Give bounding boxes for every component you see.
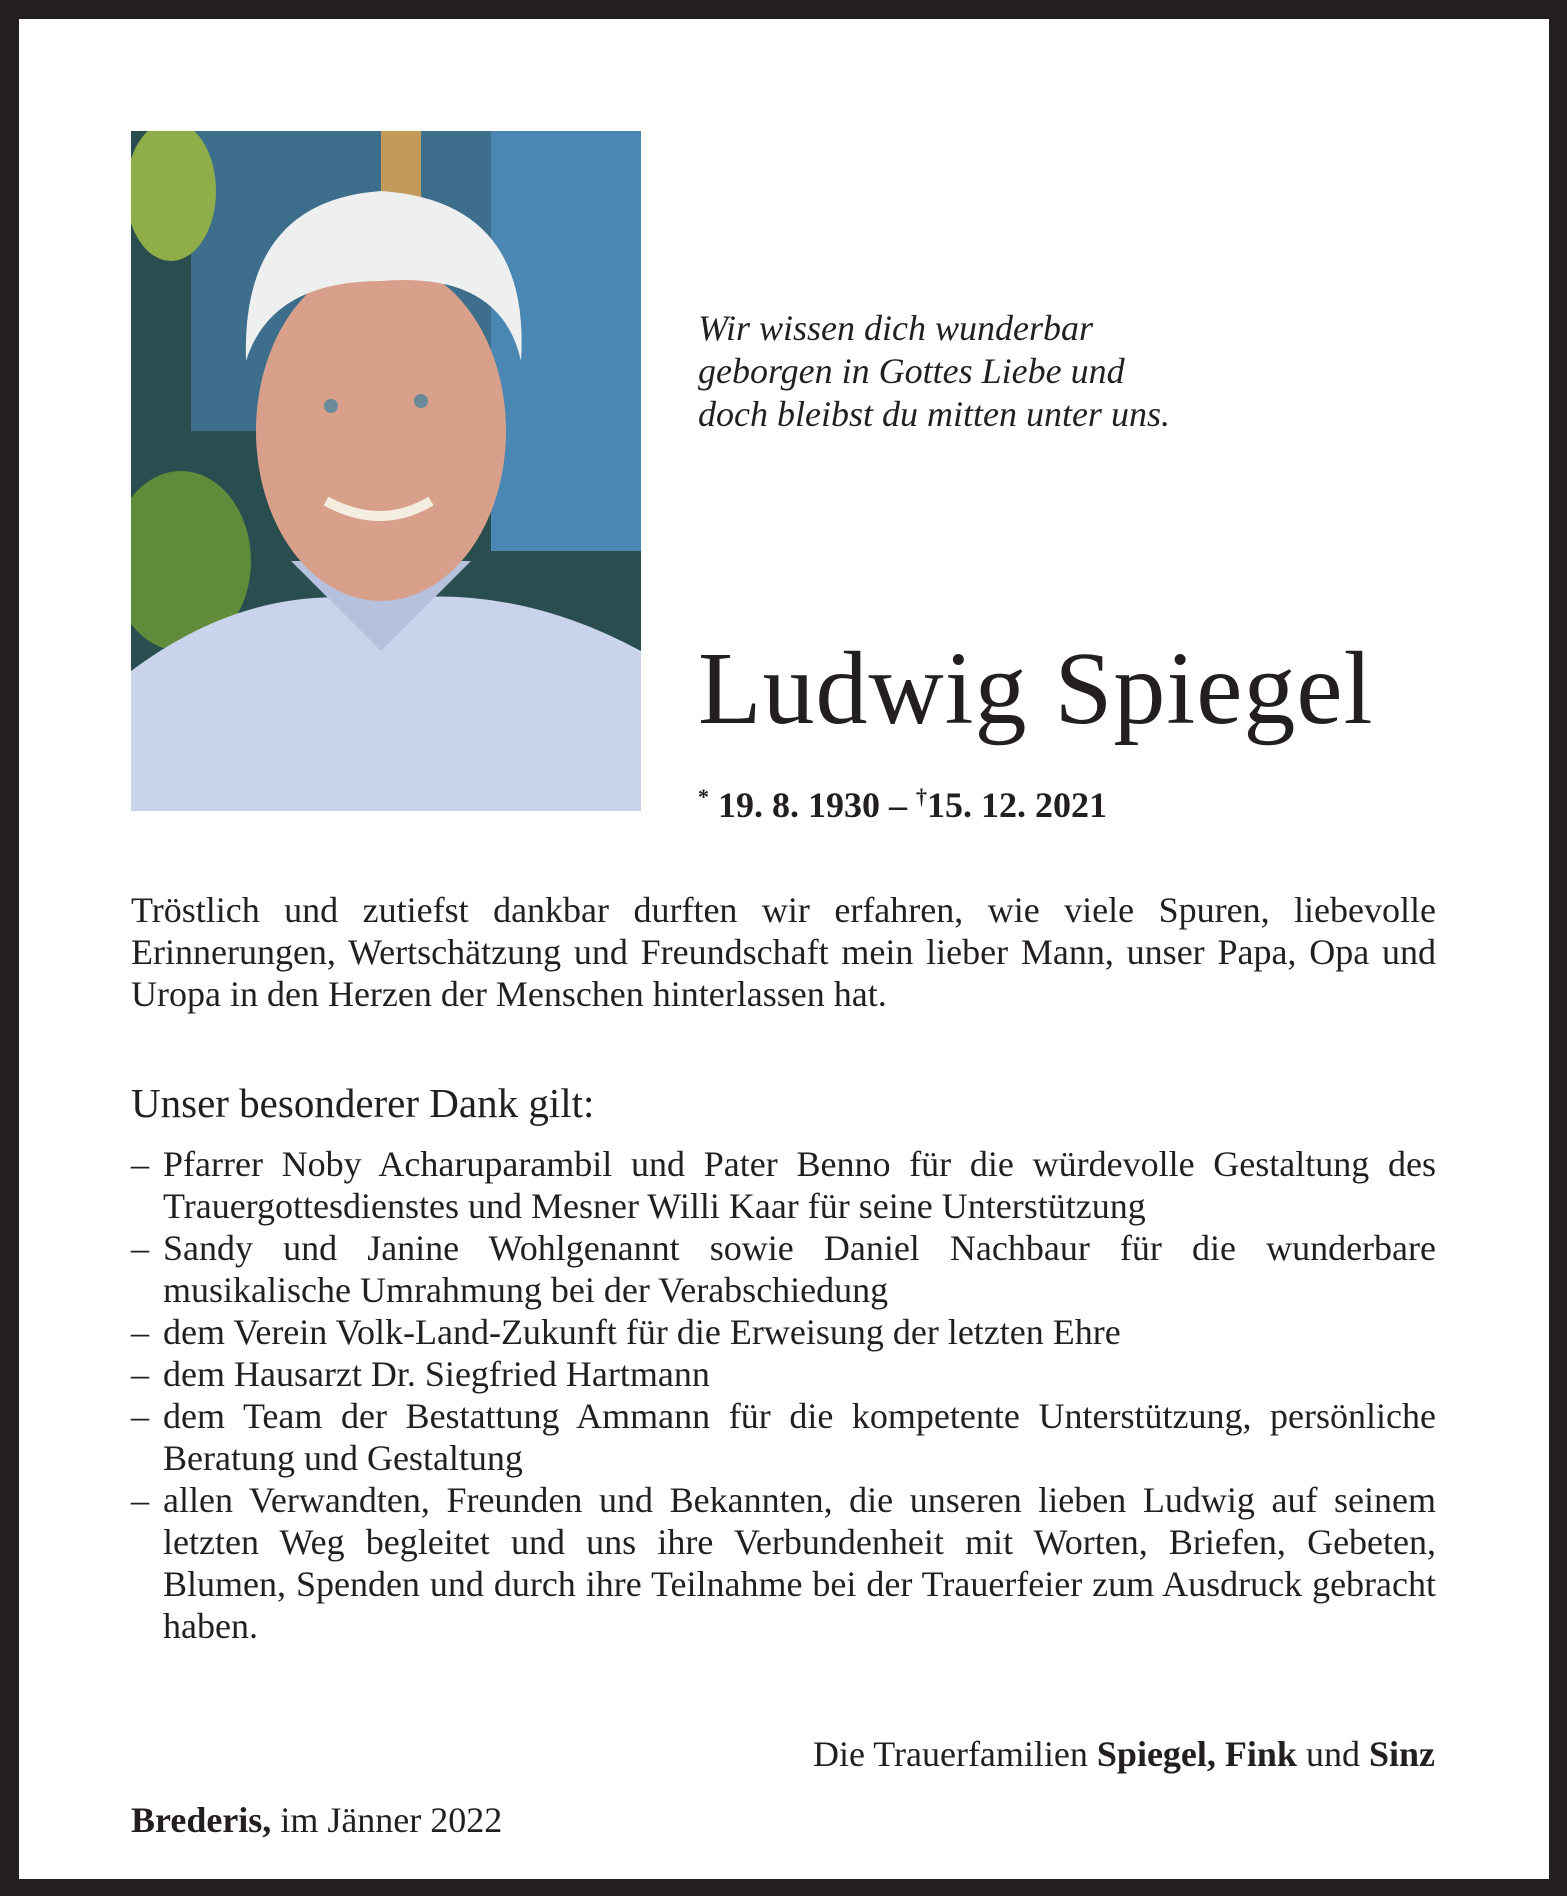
- list-item: – dem Team der Bestattung Ammann für die kompetente Unterstützung, persönliche Beratung und Gestaltung: [131, 1395, 1436, 1479]
- death-mark: †: [916, 784, 927, 809]
- intro-text: Tröstlich und zutiefst dankbar durften wir erfahren, wie viele Spuren, liebevolle Erinnerungen, Wertschätzung und Freundschaft mein lieber Mann, unser Papa, Opa und Uropa in den Herzen der Menschen hinterlassen hat.: [131, 890, 1436, 1014]
- list-item: – allen Verwandten, Freunden und Bekannten, die unseren lieben Ludwig auf seinem letzten Weg begleitet und uns ihre Verbundenheit mit Worten, Briefen, Gebeten, Blumen, Spenden und durch ihre Teilnahme bei der Trauerfeier zum Ausdruck gebracht haben.: [131, 1479, 1436, 1647]
- family-name: Spiegel,: [1096, 1734, 1216, 1774]
- list-item: – dem Verein Volk-Land-Zukunft für die Erweisung der letzten Ehre: [131, 1311, 1436, 1353]
- quote: [698, 307, 1170, 436]
- family-name: Fink: [1224, 1734, 1297, 1774]
- date-separator: –: [889, 785, 907, 825]
- signature: [813, 1733, 1435, 1775]
- place-date: [131, 1799, 502, 1841]
- death-date: 15. 12. 2021: [927, 785, 1107, 825]
- birth-mark: *: [698, 784, 709, 809]
- deceased-name: Ludwig Spiegel: [698, 631, 1374, 746]
- town: Brederis,: [131, 1800, 272, 1840]
- portrait-photo: [131, 131, 641, 811]
- family-name: Sinz: [1368, 1734, 1435, 1774]
- list-item: – dem Hausarzt Dr. Siegfried Hartmann: [131, 1353, 1436, 1395]
- thanks-list: [131, 1143, 1436, 1647]
- quote-line: Wir wissen dich wunderbar: [698, 308, 1094, 348]
- quote-line: doch bleibst du mitten unter uns.: [698, 394, 1170, 434]
- thanks-heading: Unser besonderer Dank gilt:: [131, 1080, 595, 1126]
- date: im Jänner 2022: [280, 1800, 503, 1840]
- life-dates: [698, 784, 1107, 826]
- signature-joiner: und: [1305, 1734, 1360, 1774]
- signature-prefix: Die Trauerfamilien: [812, 1734, 1088, 1774]
- quote-line: geborgen in Gottes Liebe und: [698, 351, 1125, 391]
- list-item: – Pfarrer Noby Acharuparambil und Pater Benno für die würdevolle Gestaltung des Trauergottesdienstes und Mesner Willi Kaar für seine Unterstützung: [131, 1143, 1436, 1227]
- birth-date: 19. 8. 1930: [718, 785, 880, 825]
- obituary-page: [19, 19, 1549, 1879]
- list-item: – Sandy und Janine Wohlgenannt sowie Daniel Nachbaur für die wunderbare musikalische Umrahmung bei der Verabschiedung: [131, 1227, 1436, 1311]
